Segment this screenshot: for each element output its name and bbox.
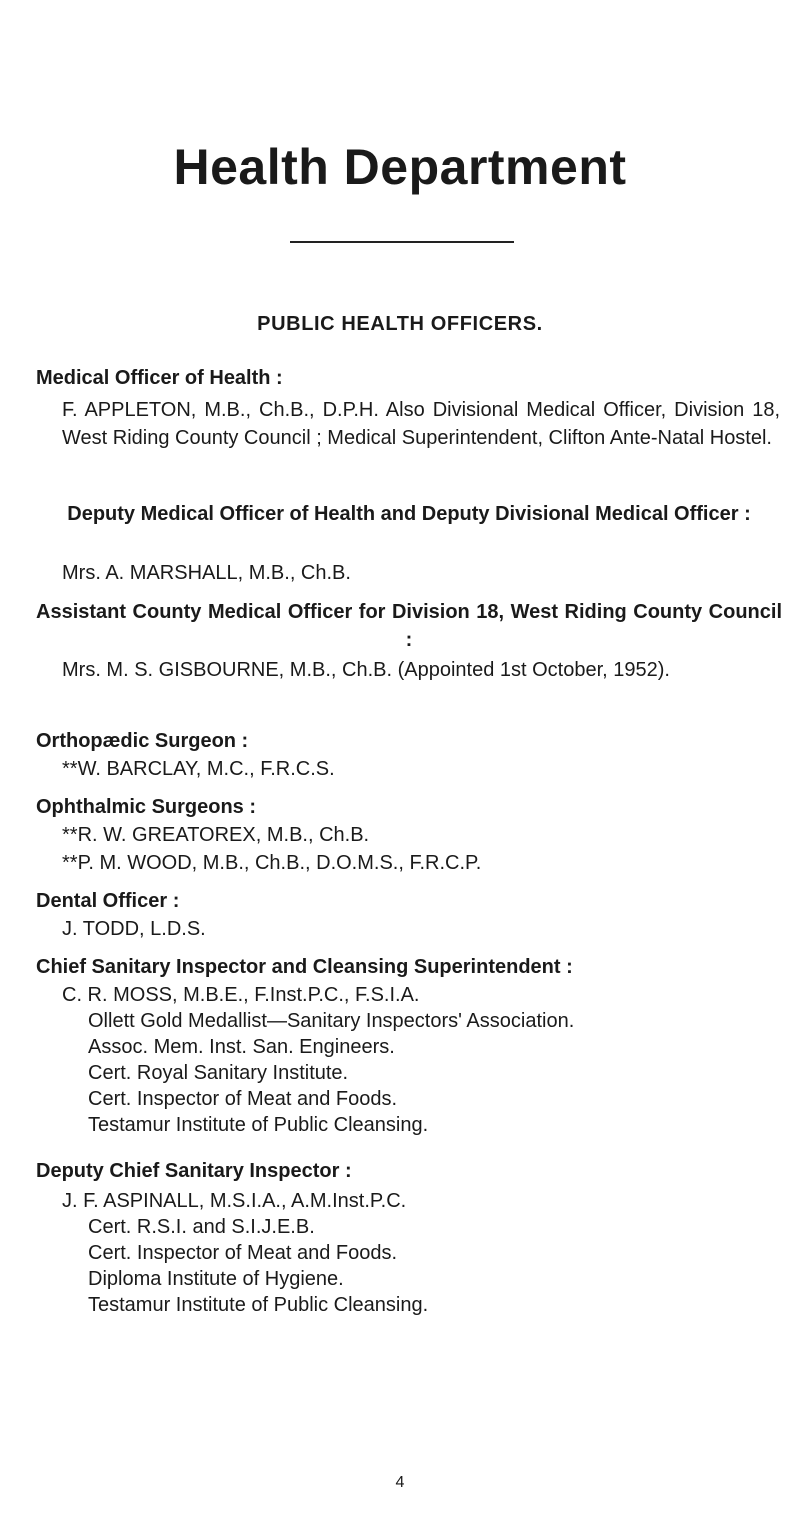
heading-orthopaedic-surgeon: Orthopædic Surgeon : — [36, 730, 249, 752]
ophthalmic-surgeon-name: **R. W. GREATOREX, M.B., Ch.B. — [62, 824, 370, 846]
dental-officer-name: J. TODD, L.D.S. — [62, 918, 206, 940]
ophthalmic-surgeon-name: **P. M. WOOD, M.B., Ch.B., D.O.M.S., F.R.C.P. — [62, 852, 482, 874]
medical-officer-text: F. APPLETON, M.B., Ch.B., D.P.H. Also Divisional Medical Officer, Division 18, West Riding County Council ; Medical Superintendent, Clifton Ante-Natal Hostel. — [62, 399, 780, 449]
qualification-line: Testamur Institute of Public Cleansing. — [88, 1294, 429, 1316]
qualification-line: Cert. Royal Sanitary Institute. — [88, 1062, 349, 1084]
heading-ophthalmic-surgeons: Ophthalmic Surgeons : — [36, 796, 257, 818]
heading-medical-officer: Medical Officer of Health : — [36, 367, 283, 389]
title-divider — [290, 241, 514, 243]
chief-sanitary-inspector-name: C. R. MOSS, M.B.E., F.Inst.P.C., F.S.I.A. — [62, 984, 420, 1006]
heading-chief-sanitary-inspector: Chief Sanitary Inspector and Cleansing Superintendent : — [36, 956, 573, 978]
orthopaedic-surgeon-name: **W. BARCLAY, M.C., F.R.C.S. — [62, 758, 335, 780]
qualification-line: Ollett Gold Medallist—Sanitary Inspectors' Association. — [88, 1010, 575, 1032]
deputy-chief-sanitary-inspector-name: J. F. ASPINALL, M.S.I.A., A.M.Inst.P.C. — [62, 1190, 407, 1212]
qualification-line: Diploma Institute of Hygiene. — [88, 1268, 344, 1290]
heading-assistant-county-medical-officer: Assistant County Medical Officer for Division 18, West Riding County Council : — [36, 601, 782, 651]
page-number: 4 — [395, 1474, 405, 1491]
page-title: Health Department — [173, 139, 627, 195]
qualification-line: Testamur Institute of Public Cleansing. — [88, 1114, 429, 1136]
assistant-county-medical-officer-text: Mrs. M. S. GISBOURNE, M.B., Ch.B. (Appointed 1st October, 1952). — [62, 659, 670, 681]
deputy-medical-officer-name: Mrs. A. MARSHALL, M.B., Ch.B. — [62, 562, 351, 584]
qualification-line: Cert. R.S.I. and S.I.J.E.B. — [88, 1216, 315, 1238]
qualification-line: Cert. Inspector of Meat and Foods. — [88, 1088, 398, 1110]
heading-deputy-medical-officer: Deputy Medical Officer of Health and Deputy Divisional Medical Officer : — [67, 503, 751, 525]
heading-deputy-chief-sanitary-inspector: Deputy Chief Sanitary Inspector : — [36, 1160, 352, 1182]
heading-dental-officer: Dental Officer : — [36, 890, 180, 912]
qualification-line: Assoc. Mem. Inst. San. Engineers. — [88, 1036, 395, 1058]
section-subtitle: PUBLIC HEALTH OFFICERS. — [257, 313, 543, 335]
qualification-line: Cert. Inspector of Meat and Foods. — [88, 1242, 398, 1264]
